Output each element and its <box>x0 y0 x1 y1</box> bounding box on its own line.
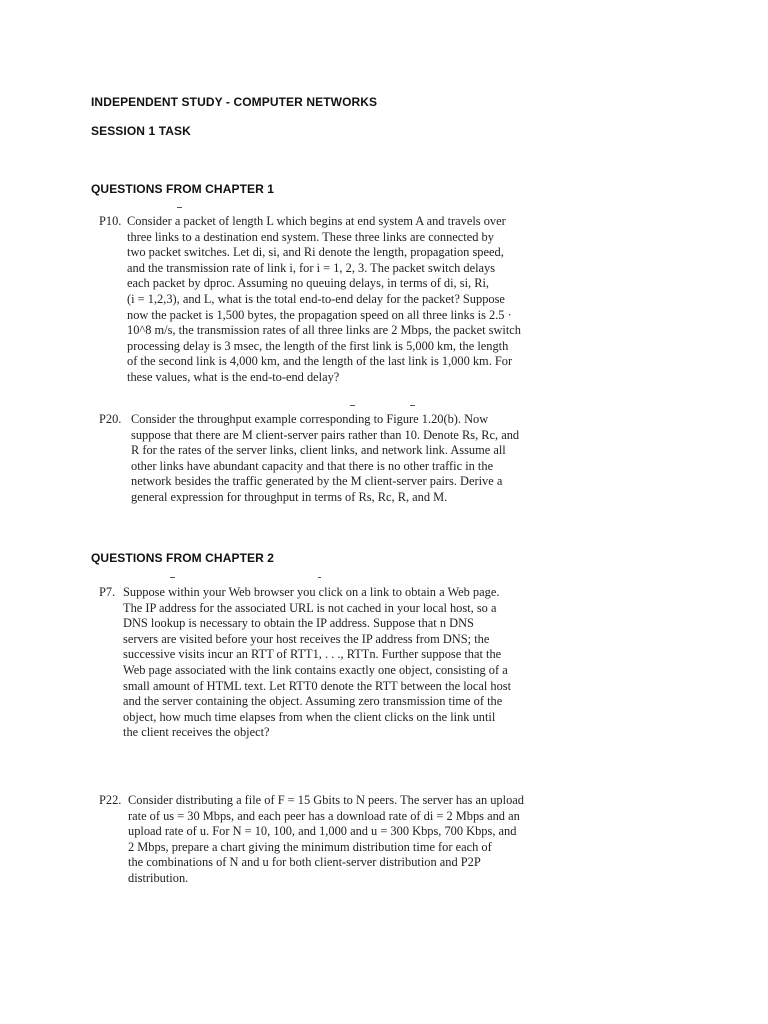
session-title: SESSION 1 TASK <box>91 124 191 138</box>
problem-line: DNS lookup is necessary to obtain the IP address. Suppose that n DNS <box>123 616 474 631</box>
problem-line: two packet switches. Let di, si, and Ri denote the length, propagation speed, <box>127 245 504 260</box>
problem-line: upload rate of u. For N = 10, 100, and 1,000 and u = 300 Kbps, 700 Kbps, and <box>128 824 517 839</box>
chapter-2-heading: QUESTIONS FROM CHAPTER 2 <box>91 551 275 565</box>
scan-mark <box>350 405 355 406</box>
problem-line: distribution. <box>128 870 189 885</box>
problem-line: Web page associated with the link contains exactly one object, consisting of a <box>123 662 508 677</box>
chapter-1-heading: QUESTIONS FROM CHAPTER 1 <box>91 182 275 196</box>
problem-line: 2 Mbps, prepare a chart giving the minimum distribution time for each of <box>128 839 492 854</box>
scan-mark <box>410 405 415 406</box>
problem-p22 <box>99 793 524 887</box>
problem-number: P10. <box>99 214 122 228</box>
problem-line: now the packet is 1,500 bytes, the propagation speed on all three links is 2.5 · <box>127 307 512 322</box>
problem-line: 10^8 m/s, the transmission rates of all three links are 2 Mbps, the packet switch <box>127 323 521 338</box>
problem-line: Consider distributing a file of F = 15 Gbits to N peers. The server has an upload <box>128 793 524 807</box>
problem-line: the client receives the object? <box>123 725 270 740</box>
problem-p7 <box>99 585 511 741</box>
problem-line: and the transmission rate of link i, for i = 1, 2, 3. The packet switch delays <box>127 260 496 275</box>
problem-line: these values, what is the end-to-end delay? <box>127 369 340 384</box>
problem-line: suppose that there are M client-server pairs rather than 10. Denote Rs, Rc, and <box>131 427 520 442</box>
problem-line: general expression for throughput in terms of Rs, Rc, R, and M. <box>131 489 448 504</box>
problem-line: three links to a destination end system. These three links are connected by <box>127 229 494 244</box>
problem-line: servers are visited before your host receives the IP address from DNS; the <box>123 631 490 646</box>
problem-p20 <box>99 412 519 506</box>
scan-mark <box>177 207 182 208</box>
problem-line: Suppose within your Web browser you click on a link to obtain a Web page. <box>123 585 500 599</box>
problem-line: Consider a packet of length L which begins at end system A and travels over <box>127 214 506 228</box>
problem-line: and the server containing the object. Assuming zero transmission time of the <box>123 694 503 709</box>
problem-line: the combinations of N and u for both client-server distribution and P2P <box>128 855 481 870</box>
problem-line: object, how much time elapses from when the client clicks on the link until <box>123 709 496 724</box>
scan-mark <box>318 577 321 578</box>
problem-line: successive visits incur an RTT of RTT1, . . ., RTTn. Further suppose that the <box>123 647 502 662</box>
problem-line: each packet by dproc. Assuming no queuing delays, in terms of di, si, Ri, <box>127 276 490 291</box>
problem-line: processing delay is 3 msec, the length of the first link is 5,000 km, the length <box>127 338 509 353</box>
problem-number: P20. <box>99 412 122 426</box>
problem-line: network besides the traffic generated by the M client-server pairs. Derive a <box>131 474 503 489</box>
problem-line: R for the rates of the server links, client links, and network link. Assume all <box>131 443 506 458</box>
problem-line: Consider the throughput example corresponding to Figure 1.20(b). Now <box>131 412 489 426</box>
problem-line: small amount of HTML text. Let RTT0 denote the RTT between the local host <box>123 678 512 693</box>
problem-p10 <box>99 214 521 386</box>
problem-line: rate of us = 30 Mbps, and each peer has a download rate of di = 2 Mbps and an <box>128 808 520 823</box>
problem-line: other links have abundant capacity and that there is no other traffic in the <box>131 458 494 473</box>
scan-mark <box>170 577 175 578</box>
problem-number: P7. <box>99 585 116 599</box>
document-title: INDEPENDENT STUDY - COMPUTER NETWORKS <box>91 95 378 109</box>
problem-line: of the second link is 4,000 km, and the length of the last link is 1,000 km. For <box>127 354 513 369</box>
problem-number: P22. <box>99 793 122 807</box>
problem-line: The IP address for the associated URL is not cached in your local host, so a <box>123 600 497 615</box>
problem-line: (i = 1,2,3), and L, what is the total end-to-end delay for the packet? Suppose <box>127 291 505 306</box>
